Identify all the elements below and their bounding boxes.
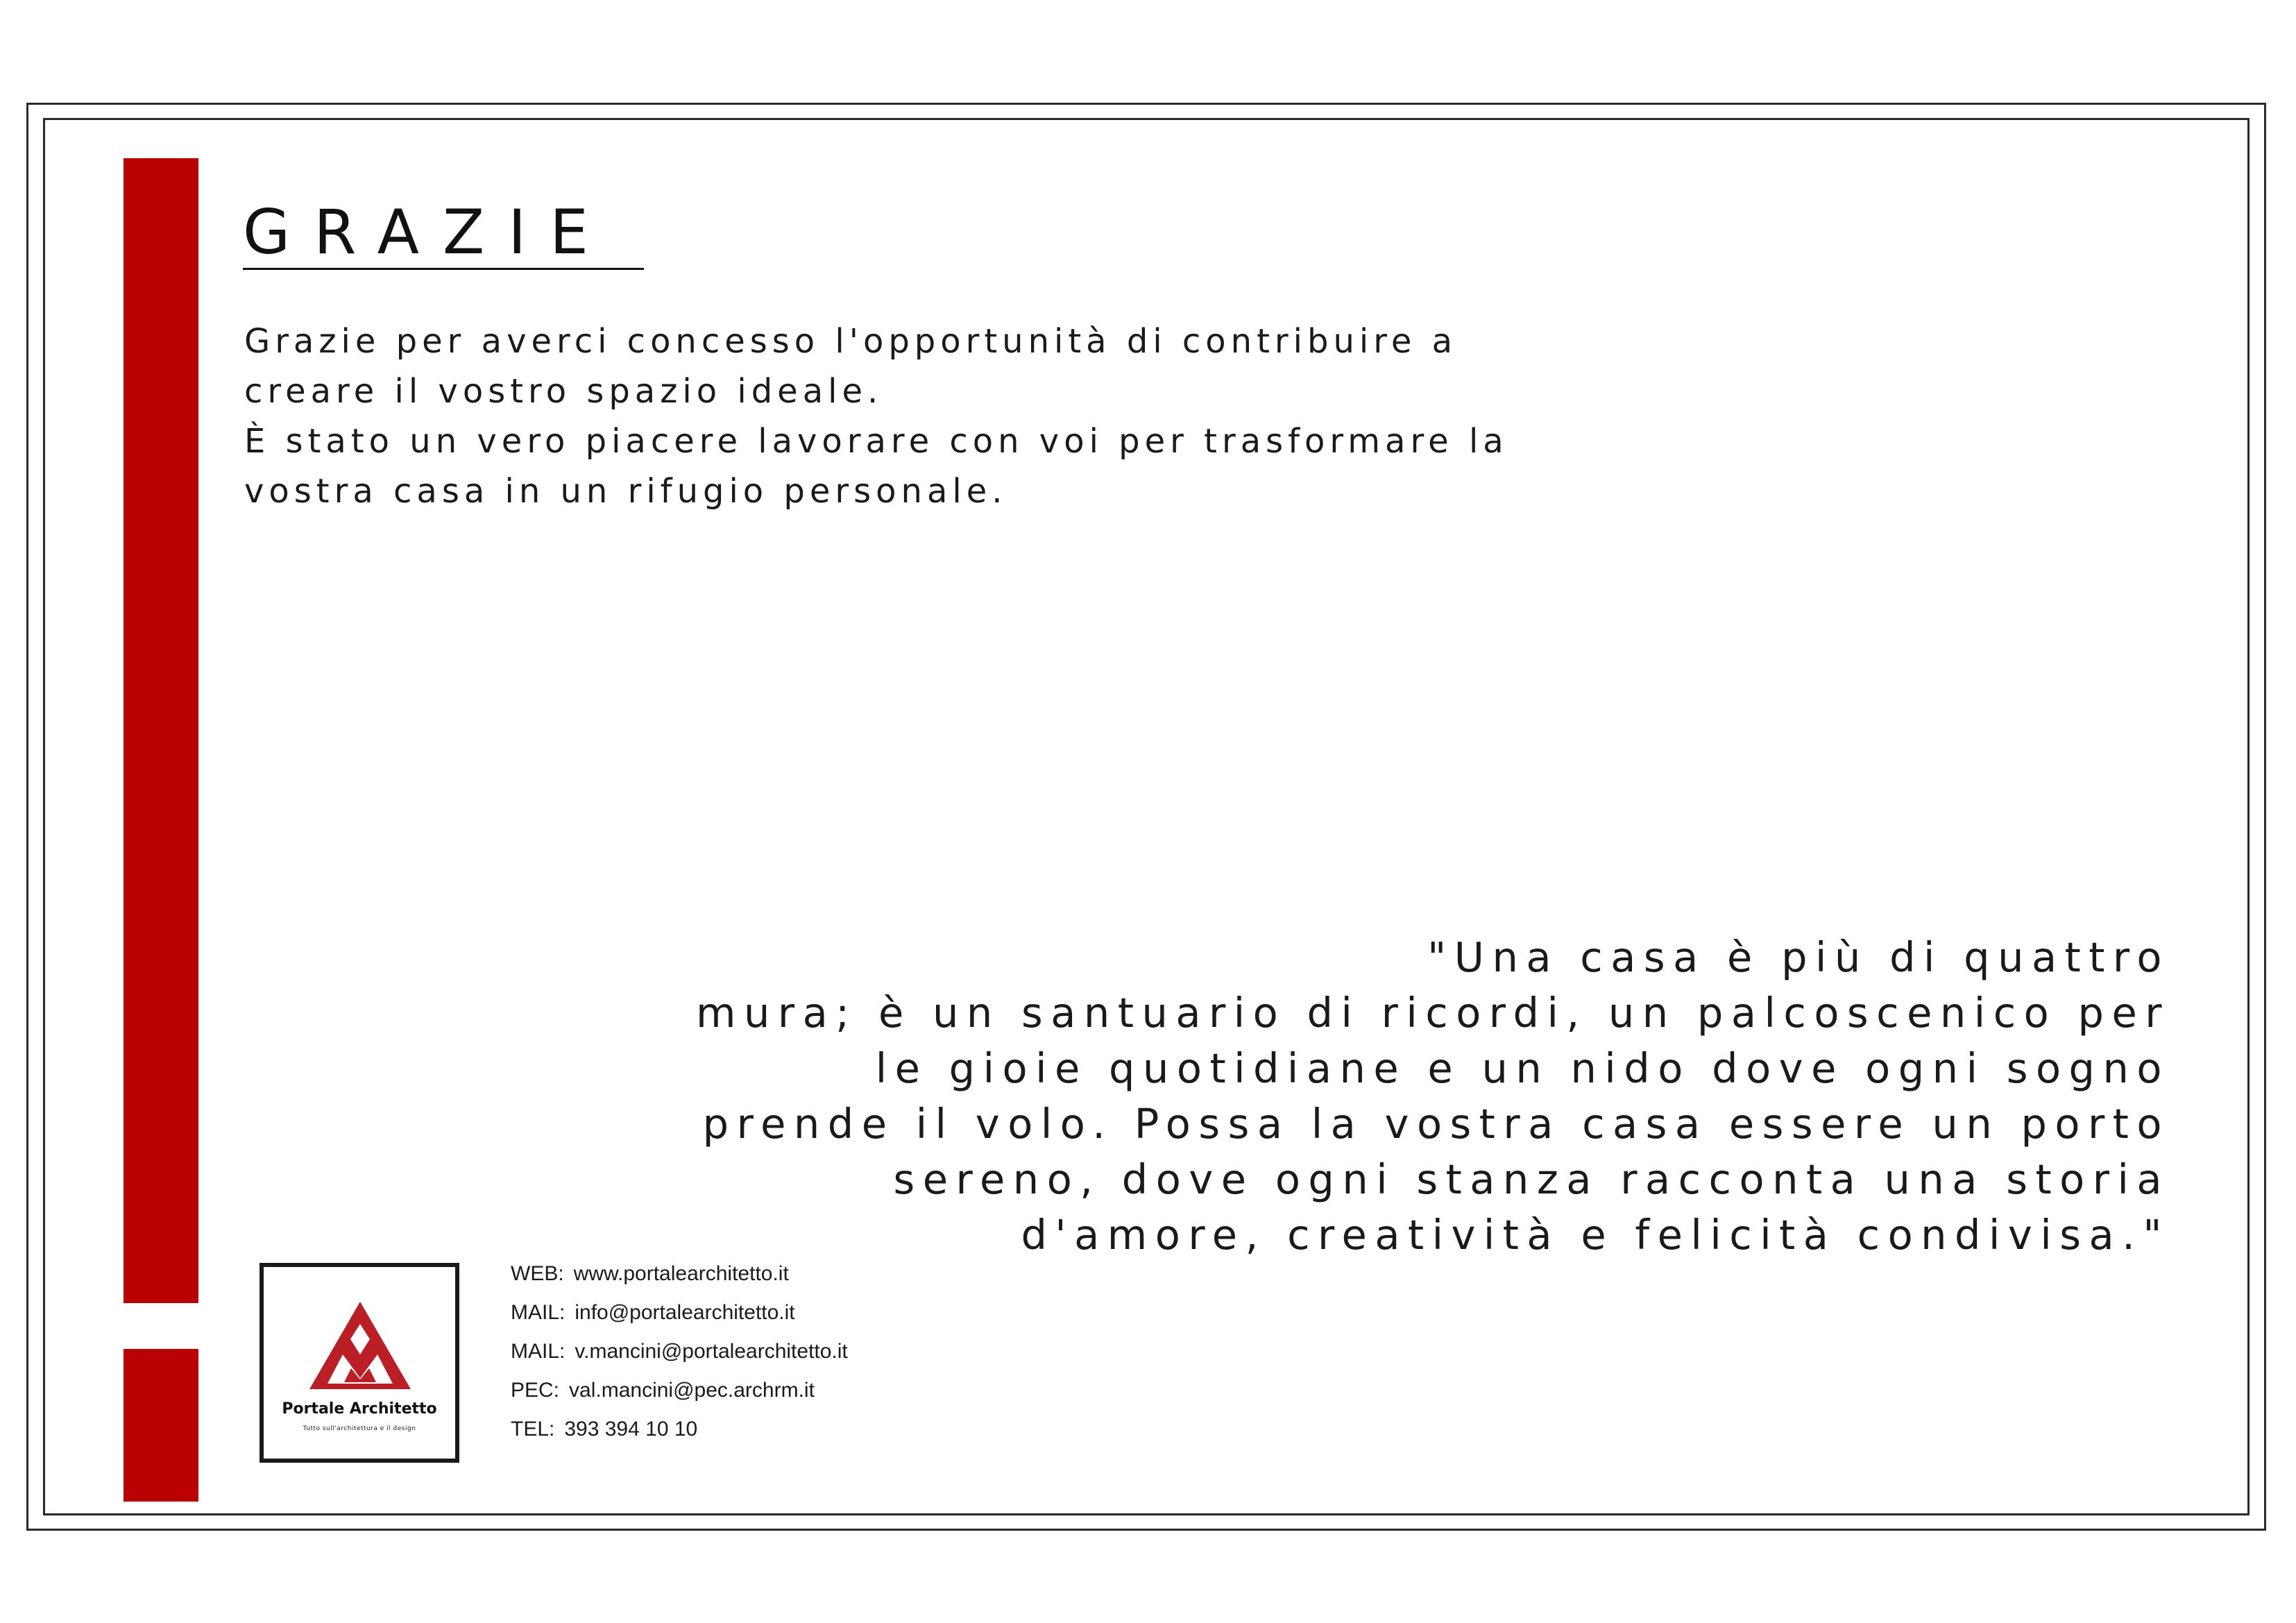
contact-label: TEL: xyxy=(511,1418,555,1441)
closing-quote xyxy=(696,930,2170,1263)
contact-list xyxy=(511,1255,848,1449)
intro-paragraph-1: Grazie per averci concesso l'opportunità di contribuire a creare il vostro spazio ideale. xyxy=(244,322,1458,411)
page-title: GRAZIE xyxy=(243,196,612,268)
quote-line: sereno, dove ogni stanza racconta una storia xyxy=(893,1155,2170,1203)
contact-label: MAIL: xyxy=(511,1301,566,1324)
contact-label: PEC: xyxy=(511,1379,560,1402)
quote-line: prende il volo. Possa la vostra casa essere un porto xyxy=(702,1100,2170,1148)
red-accent-bar-bottom xyxy=(124,1349,198,1502)
web-link[interactable]: www.portalearchitetto.it xyxy=(573,1262,789,1285)
intro-paragraph-2: È stato un vero piacere lavorare con voi per trasformare la vostra casa in un rifugio personale. xyxy=(244,422,1508,511)
company-logo xyxy=(260,1263,459,1463)
email-link[interactable]: info@portalearchitetto.it xyxy=(575,1301,795,1324)
quote-line: "Una casa è più di quattro xyxy=(1427,933,2170,981)
contact-mail xyxy=(511,1293,848,1332)
intro-text xyxy=(244,316,1563,516)
phone-link[interactable]: 393 394 10 10 xyxy=(564,1418,698,1441)
red-accent-bar-top xyxy=(124,158,198,1303)
contact-phone xyxy=(511,1410,848,1449)
contact-mail-personal xyxy=(511,1332,848,1371)
pec-link[interactable]: val.mancini@pec.archrm.it xyxy=(569,1379,815,1402)
contact-web xyxy=(511,1255,848,1293)
quote-line: mura; è un santuario di ricordi, un palcoscenico per xyxy=(696,989,2170,1037)
title-underline xyxy=(243,268,644,270)
email-link[interactable]: v.mancini@portalearchitetto.it xyxy=(575,1340,848,1363)
quote-line: le gioie quotidiane e un nido dove ogni sogno xyxy=(875,1044,2170,1092)
logo-name: Portale Architetto xyxy=(282,1400,437,1418)
quote-line: d'amore, creatività e felicità condivisa." xyxy=(1021,1211,2170,1259)
contact-label: WEB: xyxy=(511,1262,564,1285)
portale-architetto-logo-icon xyxy=(307,1296,414,1393)
contact-pec xyxy=(511,1371,848,1410)
logo-tagline: Tutto sull'architettura e il design xyxy=(303,1425,416,1432)
contact-label: MAIL: xyxy=(511,1340,566,1363)
